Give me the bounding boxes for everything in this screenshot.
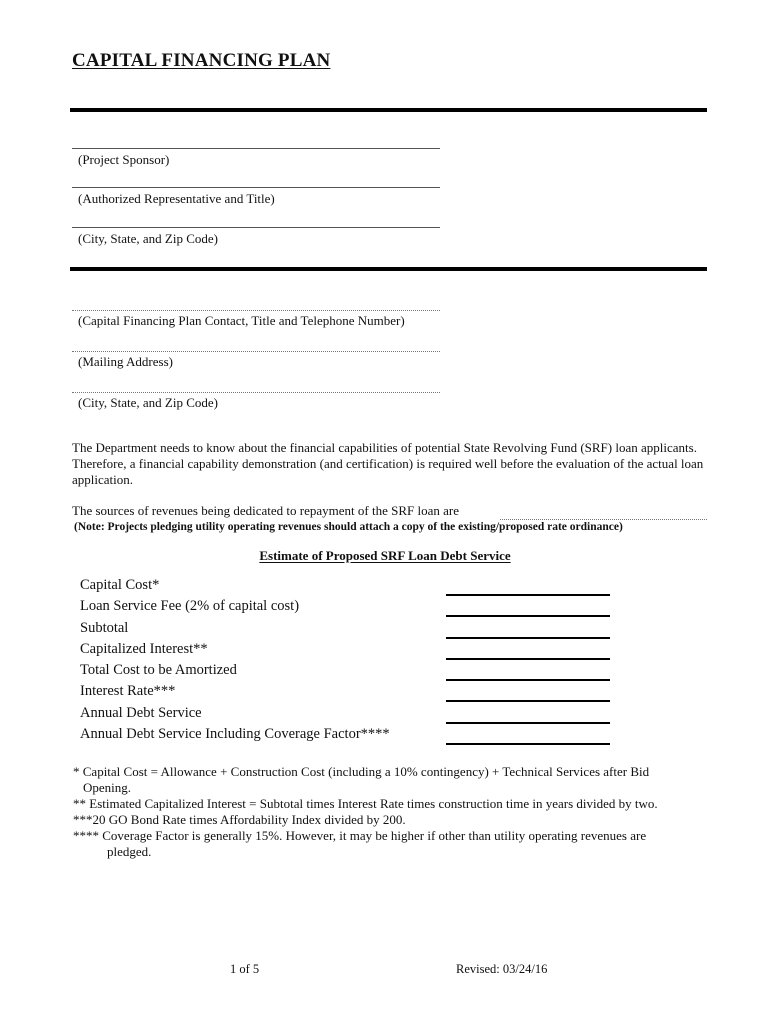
contact-city-state-zip-label: (City, State, and Zip Code): [78, 395, 218, 410]
capital-cost-field[interactable]: [446, 594, 610, 596]
subtotal-field[interactable]: [446, 637, 610, 639]
page-title: CAPITAL FINANCING PLAN: [72, 50, 331, 71]
project-sponsor-line[interactable]: [72, 148, 440, 149]
footnote-coverage-factor-cont: pledged.: [107, 844, 152, 859]
loan-item-capital-cost: Capital Cost*: [80, 577, 160, 593]
section-divider: [70, 267, 707, 271]
revision-date: Revised: 03/24/16: [456, 962, 548, 976]
loan-item-service-fee: Loan Service Fee (2% of capital cost): [80, 598, 300, 614]
estimate-title: Estimate of Proposed SRF Loan Debt Service: [259, 548, 511, 563]
loan-item-capitalized-interest: Capitalized Interest**: [80, 641, 208, 657]
footnotes: [73, 764, 723, 860]
project-sponsor-label: (Project Sponsor): [78, 152, 170, 167]
sponsor-city-state-zip-line[interactable]: [72, 227, 440, 228]
capitalized-interest-field[interactable]: [446, 658, 610, 660]
loan-item-annual-debt-service: Annual Debt Service: [80, 705, 202, 721]
revenue-sources-text: The sources of revenues being dedicated to repayment of the SRF loan are: [72, 503, 459, 518]
mailing-address-label: (Mailing Address): [78, 354, 173, 369]
loan-item-total-cost: Total Cost to be Amortized: [80, 662, 237, 678]
footnote-interest-rate: ***20 GO Bond Rate times Affordability Index divided by 200.: [73, 812, 406, 827]
section-divider: [70, 108, 707, 112]
contact-label: (Capital Financing Plan Contact, Title and Telephone Number): [78, 313, 405, 328]
intro-paragraph: The Department needs to know about the financial capabilities of potential State Revolving Fund (SRF) loan applicants. Therefore, a financial capability demonstration (and certification) is required well before the evaluation of the actual loan application.: [72, 440, 704, 487]
annual-debt-service-field[interactable]: [446, 722, 610, 724]
footnote-capital-cost-cont: Opening.: [83, 780, 132, 795]
authorized-representative-label: (Authorized Representative and Title): [78, 191, 275, 206]
footnote-coverage-factor: **** Coverage Factor is generally 15%. However, it may be higher if other than utility operating revenues are: [73, 828, 647, 843]
authorized-representative-line[interactable]: [72, 187, 440, 188]
page-number: 1 of 5: [230, 962, 260, 976]
sponsor-city-state-zip-label: (City, State, and Zip Code): [78, 231, 218, 246]
revenue-sources-line[interactable]: [500, 519, 707, 520]
mailing-address-line[interactable]: [72, 351, 440, 352]
footnote-capitalized-interest: ** Estimated Capitalized Interest = Subtotal times Interest Rate times construction time in years divided by two.: [73, 796, 658, 811]
total-cost-field[interactable]: [446, 679, 610, 681]
footnote-capital-cost: * Capital Cost = Allowance + Construction Cost (including a 10% contingency) + Technical Services after Bid: [73, 764, 650, 779]
loan-item-annual-debt-coverage: Annual Debt Service Including Coverage Factor****: [80, 726, 390, 742]
annual-debt-coverage-field[interactable]: [446, 743, 610, 745]
contact-line[interactable]: [72, 310, 440, 311]
rate-ordinance-note: (Note: Projects pledging utility operating revenues should attach a copy of the existing/proposed rate ordinance): [74, 521, 623, 533]
interest-rate-field[interactable]: [446, 700, 610, 702]
contact-city-state-zip-line[interactable]: [72, 392, 440, 393]
loan-item-interest-rate: Interest Rate***: [80, 683, 176, 699]
service-fee-field[interactable]: [446, 615, 610, 617]
loan-item-subtotal: Subtotal: [80, 620, 129, 636]
